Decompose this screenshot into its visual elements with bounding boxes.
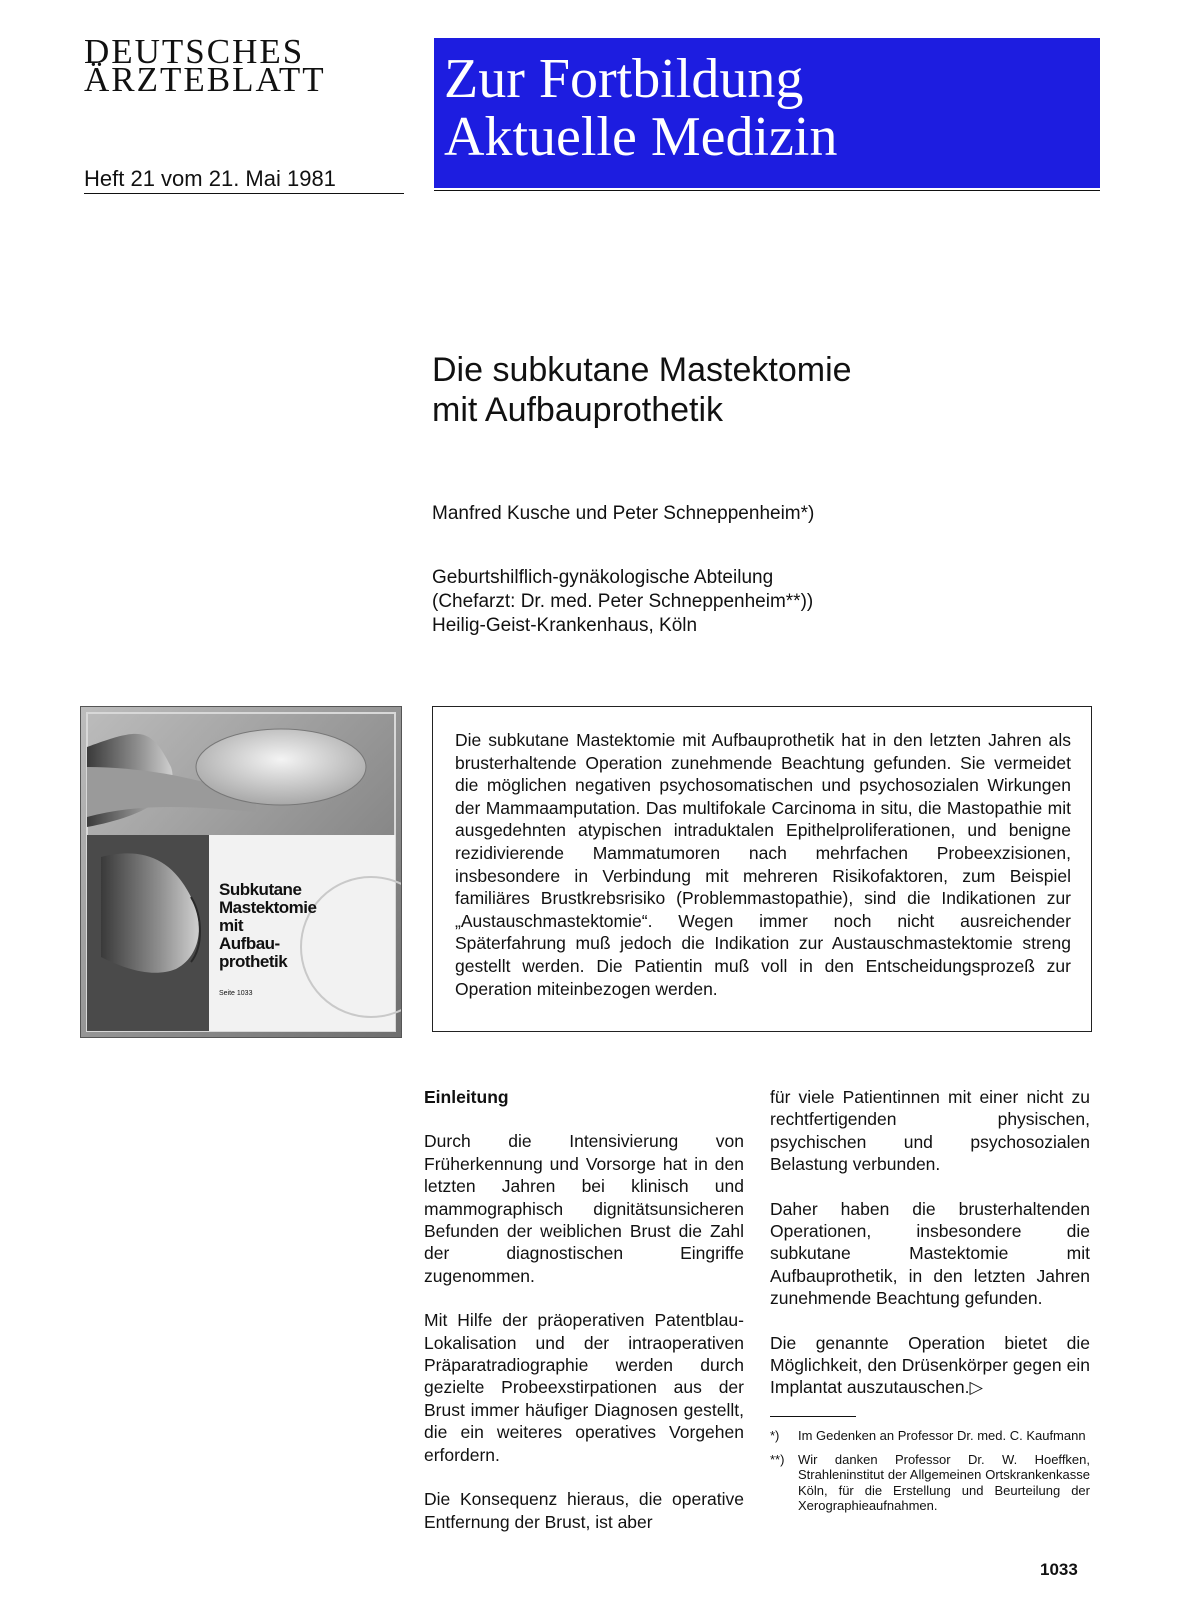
cover-caption-line: Aufbau-	[219, 934, 280, 953]
title-line-2: mit Aufbauprothetik	[432, 391, 724, 429]
title-line-1: Die subkutane Mastektomie	[432, 351, 852, 389]
footnote	[770, 1428, 1090, 1444]
footnote-mark: *)	[770, 1428, 780, 1443]
article-affiliation	[432, 566, 813, 638]
masthead-rule	[84, 193, 404, 194]
body-paragraph: Mit Hilfe der präoperativen Patentblau-Lokalisation und der intraoperativen Präparatradiographie werden durch gezielte Probeexstirpationen aus der Brust immer häufiger Diagnosen gestellt, die ein weiteres operatives Vorgehen erfordern.	[424, 1310, 744, 1465]
cover-caption-line: mit	[219, 916, 243, 935]
affiliation-line: Geburtshilflich-gynäkologische Abteilung	[432, 567, 774, 588]
banner-line-2: Aktuelle Medizin	[444, 106, 838, 168]
issue-info: Heft 21 vom 21. Mai 1981	[84, 166, 336, 191]
footnote-text: Wir danken Professor Dr. W. Hoeffken, Strahleninstitut der Allgemeinen Ortskrankenkasse Köln, für die Erstellung und Beurteilung der Xerographieaufnahmen.	[798, 1451, 1090, 1513]
article-authors: Manfred Kusche und Peter Schneppenheim*)	[432, 503, 815, 524]
journal-masthead	[84, 32, 404, 99]
abstract-text: Die subkutane Mastektomie mit Aufbauprothetik hat in den letzten Jahren als brusterhaltende Operation zunehmende Beachtung gefunden. Sie vermeidet die möglichen negativen psychosomatischen und psychosozialen Wirkungen der Mammaamputation. Das multifokale Carcinoma in situ, die Mastopathie mit ausgedehnten atypischen intraduktalen Epithelproliferationen, und benigne rezidivierende Mammatumoren nach mehrfachen Probeexzisionen, insbesondere in Verbindung mit mehreren Risikofaktoren, zum Beispiel familiäres Brustkrebsrisiko (Problemmastopathie), sind die Indikationen zur „Austauschmastektomie“. Wegen immer noch nicht ausreichender Späterfahrung muß jedoch die Indikation zur Austauschmastektomie streng gestellt werden. Die Patientin muß voll in den Entscheidungsprozeß zur Operation miteinbezogen werden.	[455, 730, 1071, 999]
banner-line-1: Zur Fortbildung	[444, 48, 804, 110]
section-banner	[434, 38, 1100, 188]
body-column-left	[424, 1086, 744, 1533]
continue-arrow-icon: ▷	[969, 1377, 983, 1398]
footnote-rule	[770, 1416, 856, 1417]
masthead-line-1: DEUTSCHES	[84, 32, 305, 71]
section-heading: Einleitung	[424, 1087, 509, 1107]
abstract-box	[432, 706, 1092, 1032]
cover-photo-page-ref: Seite 1033	[219, 990, 253, 997]
footnote-text: Im Gedenken an Professor Dr. med. C. Kaufmann	[798, 1428, 1086, 1443]
footnote	[770, 1452, 1090, 1514]
footnote-mark: **)	[770, 1451, 785, 1467]
affiliation-line: Heilig-Geist-Krankenhaus, Köln	[432, 615, 698, 636]
body-paragraph: für viele Patientinnen mit einer nicht zu rechtfertigenden physischen, psychischen und psychosozialen Belastung verbunden.	[770, 1087, 1090, 1175]
body-paragraph: Daher haben die brusterhaltenden Operationen, insbesondere die subkutane Mastektomie mit Aufbauprothetik, in den letzten Jahren zunehmende Beachtung gefunden.	[770, 1198, 1090, 1309]
banner-rule	[434, 190, 1100, 191]
footnotes	[770, 1428, 1090, 1522]
body-paragraph	[770, 1332, 1090, 1399]
masthead-line-2: ÄRZTEBLATT	[84, 60, 326, 99]
article-title	[432, 350, 1092, 430]
page-number: 1033	[1040, 1560, 1078, 1579]
body-column-right	[770, 1086, 1090, 1399]
cover-photo-graphic	[81, 707, 401, 1037]
cover-photo	[80, 706, 402, 1038]
cover-caption-line: Subkutane	[219, 880, 302, 899]
body-paragraph-text: Die genannte Operation bietet die Möglichkeit, den Drüsenkörper gegen ein Implantat auszutauschen.	[770, 1332, 1090, 1398]
cover-photo-caption	[219, 881, 329, 971]
body-paragraph: Durch die Intensivierung von Früherkennung und Vorsorge hat in den letzten Jahren bei klinisch und mammographisch dignitätsunsicheren Befunden der weiblichen Brust die Zahl der diagnostischen Eingriffe zugenommen.	[424, 1131, 744, 1286]
body-paragraph: Die Konsequenz hieraus, die operative Entfernung der Brust, ist aber	[424, 1489, 744, 1532]
cover-caption-line: prothetik	[219, 952, 288, 971]
cover-caption-line: Mastektomie	[219, 898, 317, 917]
affiliation-line: (Chefarzt: Dr. med. Peter Schneppenheim**))	[432, 591, 814, 612]
